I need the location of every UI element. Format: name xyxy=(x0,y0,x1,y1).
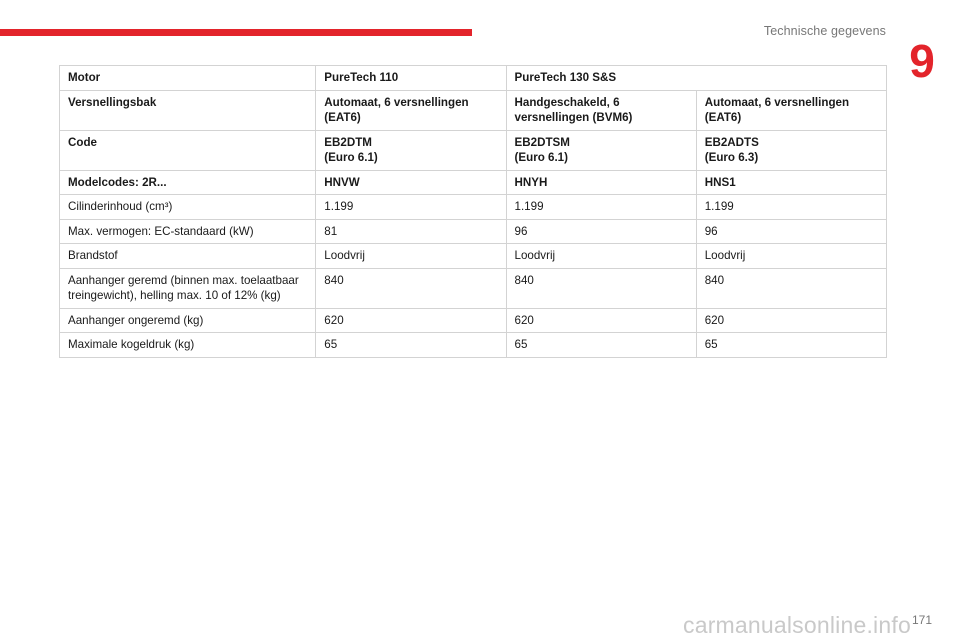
table-cell: PureTech 130 S&S xyxy=(506,66,886,91)
table-cell: 1.199 xyxy=(506,195,696,220)
table-cell: EB2DTSM (Euro 6.1) xyxy=(506,130,696,170)
watermark: carmanualsonline.info xyxy=(683,612,911,638)
table-row-motor xyxy=(60,66,887,91)
table-cell: Max. vermogen: EC-standaard (kW) xyxy=(60,219,316,244)
table-cell: HNS1 xyxy=(696,170,886,195)
table-cell: Loodvrij xyxy=(696,244,886,269)
table-cell: 840 xyxy=(696,268,886,308)
table-cell: Motor xyxy=(60,66,316,91)
section-title: Technische gegevens xyxy=(763,24,886,38)
table-cell: 620 xyxy=(506,308,696,333)
table-cell: 65 xyxy=(696,333,886,358)
table-cell: 96 xyxy=(506,219,696,244)
table-row-aanhanger-ongeremd xyxy=(60,308,887,333)
table-cell: 620 xyxy=(696,308,886,333)
table-cell: Handgeschakeld, 6 versnellingen (BVM6) xyxy=(506,90,696,130)
table-cell: Cilinderinhoud (cm³) xyxy=(60,195,316,220)
table-cell: Code xyxy=(60,130,316,170)
table-cell: Maximale kogeldruk (kg) xyxy=(60,333,316,358)
table-cell: 81 xyxy=(316,219,506,244)
table-cell: 620 xyxy=(316,308,506,333)
table-cell: PureTech 110 xyxy=(316,66,506,91)
table-cell: 1.199 xyxy=(316,195,506,220)
table-row-aanhanger-geremd xyxy=(60,268,887,308)
page-number: 171 xyxy=(911,613,932,627)
table-cell: 1.199 xyxy=(696,195,886,220)
table-row-vermogen xyxy=(60,219,887,244)
header-accent-bar xyxy=(0,29,472,36)
table-cell: 65 xyxy=(316,333,506,358)
table-cell: Aanhanger ongeremd (kg) xyxy=(60,308,316,333)
table-cell: 840 xyxy=(506,268,696,308)
table-cell: Brandstof xyxy=(60,244,316,269)
table-row-cilinderinhoud xyxy=(60,195,887,220)
table-row-brandstof xyxy=(60,244,887,269)
table-cell: Automaat, 6 versnellingen (EAT6) xyxy=(696,90,886,130)
table-cell: 96 xyxy=(696,219,886,244)
table-row-code xyxy=(60,130,887,170)
table-cell: Automaat, 6 versnellingen (EAT6) xyxy=(316,90,506,130)
table-row-modelcodes xyxy=(60,170,887,195)
engine-specs-table xyxy=(59,65,887,358)
table-cell: Aanhanger geremd (binnen max. toelaatbaar treingewicht), helling max. 10 of 12% (kg) xyxy=(60,268,316,308)
table-cell: Loodvrij xyxy=(316,244,506,269)
table-row-kogeldruk xyxy=(60,333,887,358)
table-cell: 65 xyxy=(506,333,696,358)
table-cell: 840 xyxy=(316,268,506,308)
table-cell: EB2ADTS (Euro 6.3) xyxy=(696,130,886,170)
table-cell: Loodvrij xyxy=(506,244,696,269)
table-cell: EB2DTM (Euro 6.1) xyxy=(316,130,506,170)
table-cell: Versnellingsbak xyxy=(60,90,316,130)
table-row-versnellingsbak xyxy=(60,90,887,130)
table-cell: HNVW xyxy=(316,170,506,195)
chapter-number: 9 xyxy=(909,35,935,87)
table-cell: Modelcodes: 2R... xyxy=(60,170,316,195)
table-cell: HNYH xyxy=(506,170,696,195)
